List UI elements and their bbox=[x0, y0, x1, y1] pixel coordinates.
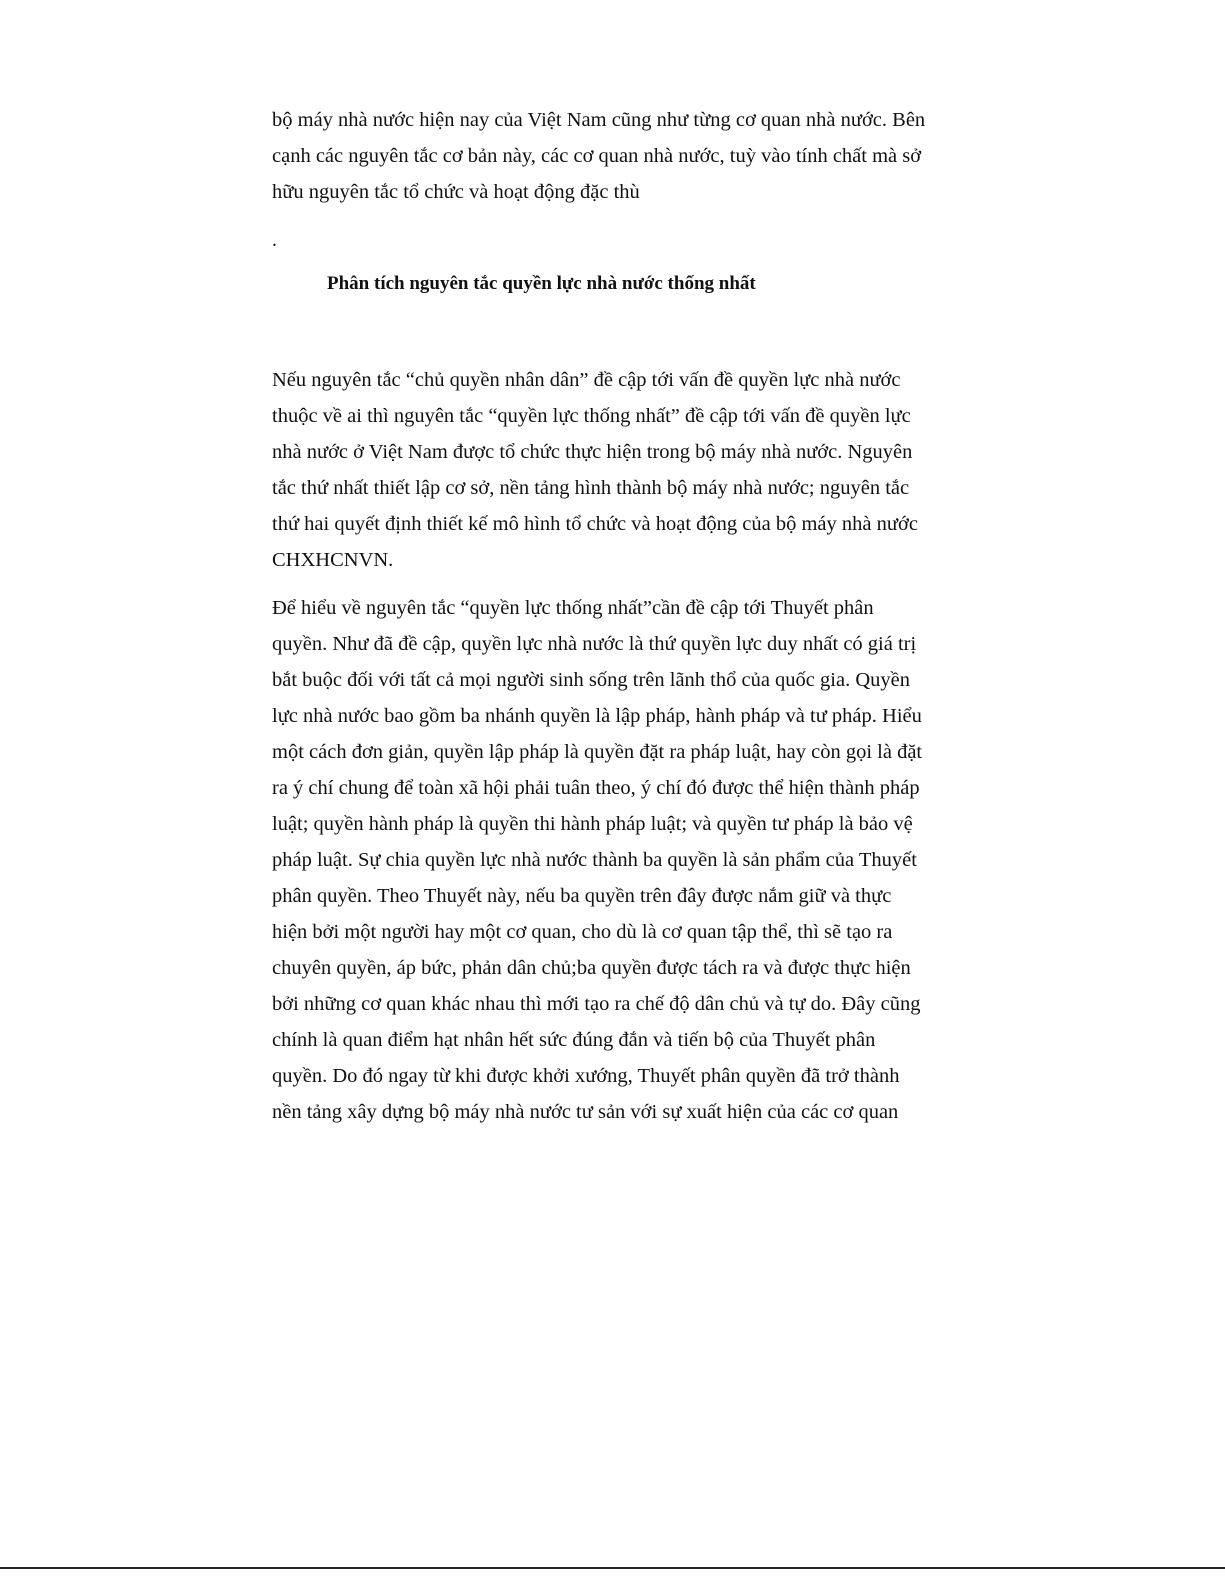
text-line: bắt buộc đối với tất cả mọi người sinh sống trên lãnh thổ của quốc gia. Quyền bbox=[272, 669, 910, 691]
text-line: nền tảng xây dựng bộ máy nhà nước tư sản với sự xuất hiện của các cơ quan bbox=[272, 1101, 899, 1123]
text-line: thứ hai quyết định thiết kế mô hình tổ chức và hoạt động của bộ máy nhà nước bbox=[272, 513, 918, 535]
text-line: quyền. Như đã đề cập, quyền lực nhà nước là thứ quyền lực duy nhất có giá trị bbox=[272, 633, 917, 655]
text-line: nhà nước ở Việt Nam được tổ chức thực hiện trong bộ máy nhà nước. Nguyên bbox=[272, 441, 913, 463]
text-line: hữu nguyên tắc tổ chức và hoạt động đặc thù bbox=[272, 181, 640, 203]
text-line: cạnh các nguyên tắc cơ bản này, các cơ quan nhà nước, tuỳ vào tính chất mà sở bbox=[272, 145, 922, 167]
separator-dot: . bbox=[272, 229, 277, 251]
text-line: một cách đơn giản, quyền lập pháp là quyền đặt ra pháp luật, hay còn gọi là đặt bbox=[272, 741, 923, 763]
text-line: Nếu nguyên tắc “chủ quyền nhân dân” đề cập tới vấn đề quyền lực nhà nước bbox=[272, 369, 901, 391]
text-line: CHXHCNVN. bbox=[272, 549, 394, 571]
text-line: luật; quyền hành pháp là quyền thi hành pháp luật; và quyền tư pháp là bảo vệ bbox=[272, 813, 913, 835]
text-line: Để hiểu về nguyên tắc “quyền lực thống nhất”cần đề cập tới Thuyết phân bbox=[272, 597, 874, 619]
text-line: quyền. Do đó ngay từ khi được khởi xướng, Thuyết phân quyền đã trở thành bbox=[272, 1065, 900, 1087]
text-line: thuộc về ai thì nguyên tắc “quyền lực thống nhất” đề cập tới vấn đề quyền lực bbox=[272, 405, 911, 427]
text-line: chuyên quyền, áp bức, phản dân chủ;ba quyền được tách ra và được thực hiện bbox=[272, 957, 911, 979]
text-line: pháp luật. Sự chia quyền lực nhà nước thành ba quyền là sản phẩm của Thuyết bbox=[272, 849, 917, 871]
text-line: bộ máy nhà nước hiện nay của Việt Nam cũng như từng cơ quan nhà nước. Bên bbox=[272, 109, 926, 131]
text-line: ra ý chí chung để toàn xã hội phải tuân theo, ý chí đó được thể hiện thành pháp bbox=[272, 777, 920, 799]
text-line: phân quyền. Theo Thuyết này, nếu ba quyền trên đây được nắm giữ và thực bbox=[272, 885, 892, 907]
text-line: lực nhà nước bao gồm ba nhánh quyền là lập pháp, hành pháp và tư pháp. Hiểu bbox=[272, 705, 922, 727]
page-bottom-border bbox=[0, 1567, 1225, 1569]
text-line: hiện bởi một người hay một cơ quan, cho dù là cơ quan tập thể, thì sẽ tạo ra bbox=[272, 921, 893, 943]
text-line: tắc thứ nhất thiết lập cơ sở, nền tảng hình thành bộ máy nhà nước; nguyên tắc bbox=[272, 477, 910, 499]
section-heading: Phân tích nguyên tắc quyền lực nhà nước thống nhất bbox=[327, 273, 756, 294]
text-line: bởi những cơ quan khác nhau thì mới tạo ra chế độ dân chủ và tự do. Đây cũng bbox=[272, 993, 921, 1015]
text-line: chính là quan điểm hạt nhân hết sức đúng đắn và tiến bộ của Thuyết phân bbox=[272, 1029, 876, 1051]
